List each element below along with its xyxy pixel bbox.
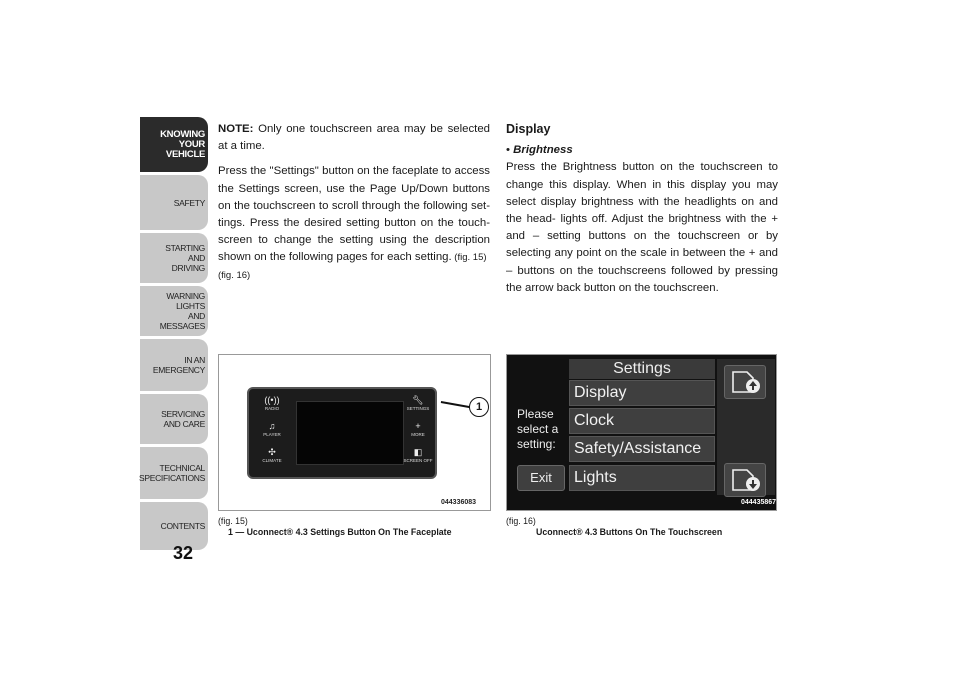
- note-text: Only one touchscreen area may be selected at a time.: [218, 123, 490, 153]
- tab-safety[interactable]: SAFETY: [140, 175, 208, 230]
- touchscreen: [507, 355, 776, 510]
- caption-title: Uconnect® 4.3 Buttons On The Touchscreen: [536, 527, 723, 537]
- player-button[interactable]: [257, 421, 287, 443]
- page-up-icon: [725, 366, 765, 398]
- settings-title: Settings: [569, 359, 715, 379]
- climate-button[interactable]: [257, 447, 287, 469]
- screen-off-button[interactable]: [403, 447, 433, 469]
- tab-servicing-and-care[interactable]: SERVICING AND CARE: [140, 394, 208, 444]
- more-button[interactable]: [403, 421, 433, 443]
- left-column: [218, 121, 490, 292]
- brightness-bullet: • Brightness: [506, 144, 573, 157]
- radio-label: RADIO: [264, 406, 280, 411]
- fig-16-ref[interactable]: (fig. 16): [218, 269, 251, 281]
- clock-setting-button[interactable]: Clock: [569, 408, 715, 434]
- settings-paragraph: [218, 163, 490, 283]
- safety-assistance-setting-button[interactable]: Safety/Assistance: [569, 436, 715, 462]
- tab-in-an-emergency[interactable]: IN AN EMERGENCY: [140, 339, 208, 391]
- climate-label: CLIMATE: [262, 458, 282, 463]
- plus-icon: +: [415, 421, 421, 431]
- player-label: PLAYER: [263, 432, 281, 437]
- brightness-label: Brightness: [513, 144, 573, 157]
- select-prompt: Please select a setting:: [517, 407, 559, 451]
- tab-starting-and-driving[interactable]: STARTING AND DRIVING: [140, 233, 208, 283]
- tab-knowing-your-vehicle[interactable]: KNOWING YOUR VEHICLE: [140, 117, 208, 172]
- section-sidebar: [140, 117, 208, 553]
- fig-15-ref[interactable]: (fig. 15): [451, 252, 487, 264]
- right-column: [506, 121, 778, 305]
- settings-text: Press the "Settings" button on the faceplate to access the Settings screen, use the Page Up/Down buttons on the touchscreen to scroll through the following set- tings. Press the desired setting button on the touch- screen to change the setting using the description shown on the following pages for each setting.: [218, 165, 490, 264]
- screen-off-label: SCREEN OFF: [403, 458, 433, 463]
- settings-label: SETTINGS: [406, 406, 430, 411]
- tab-warning-lights[interactable]: WARNING LIGHTS AND MESSAGES: [140, 286, 208, 336]
- callout-1: 1: [469, 397, 489, 417]
- display-heading: Display: [506, 122, 551, 136]
- fan-icon: ✣: [268, 447, 276, 457]
- caption-title: 1 — Uconnect® 4.3 Settings Button On The Faceplate: [228, 527, 452, 537]
- faceplate-screen: [296, 401, 404, 465]
- note-label: NOTE:: [218, 123, 254, 135]
- lights-setting-button[interactable]: Lights: [569, 465, 715, 491]
- radio-icon: ((•)): [264, 395, 280, 405]
- tab-contents[interactable]: CONTENTS: [140, 502, 208, 550]
- callout-line: [441, 401, 471, 408]
- figure-code: 044435867: [741, 499, 777, 506]
- figure-16: [506, 354, 777, 511]
- figure-16-caption: [506, 516, 778, 538]
- settings-button[interactable]: [403, 395, 433, 417]
- page-number: 32: [173, 543, 194, 563]
- more-label: MORE: [411, 432, 425, 437]
- caption-ref: (fig. 15): [218, 516, 248, 526]
- radio-faceplate: [247, 387, 437, 479]
- figure-15: [218, 354, 491, 511]
- figure-15-caption: [218, 516, 498, 538]
- page-down-icon: [725, 464, 765, 496]
- screen-off-icon: ◧: [413, 447, 423, 457]
- brightness-paragraph: Press the Brightness button on the touchscreen to change this display. When in this display you may select display brightness with the headlights on and the head- lights off. Adjust the brightness with the + and – setting buttons on the touchscreen or by selecting any point on the scale in between the + and – buttons on the touchscreens followed by pressing the arrow back button on the touchscreen.: [506, 161, 778, 294]
- figure-code: 044336083: [441, 499, 477, 506]
- player-icon: ♫: [268, 421, 276, 431]
- radio-button[interactable]: [257, 395, 287, 417]
- page-up-button[interactable]: [724, 365, 766, 399]
- note-paragraph: [218, 121, 490, 155]
- caption-ref: (fig. 16): [506, 516, 536, 526]
- tab-technical-specifications[interactable]: TECHNICAL SPECIFICATIONS: [140, 447, 208, 499]
- wrench-icon: 🔧︎: [412, 395, 424, 405]
- page-down-button[interactable]: [724, 463, 766, 497]
- display-setting-button[interactable]: Display: [569, 380, 715, 406]
- exit-button[interactable]: Exit: [517, 465, 565, 491]
